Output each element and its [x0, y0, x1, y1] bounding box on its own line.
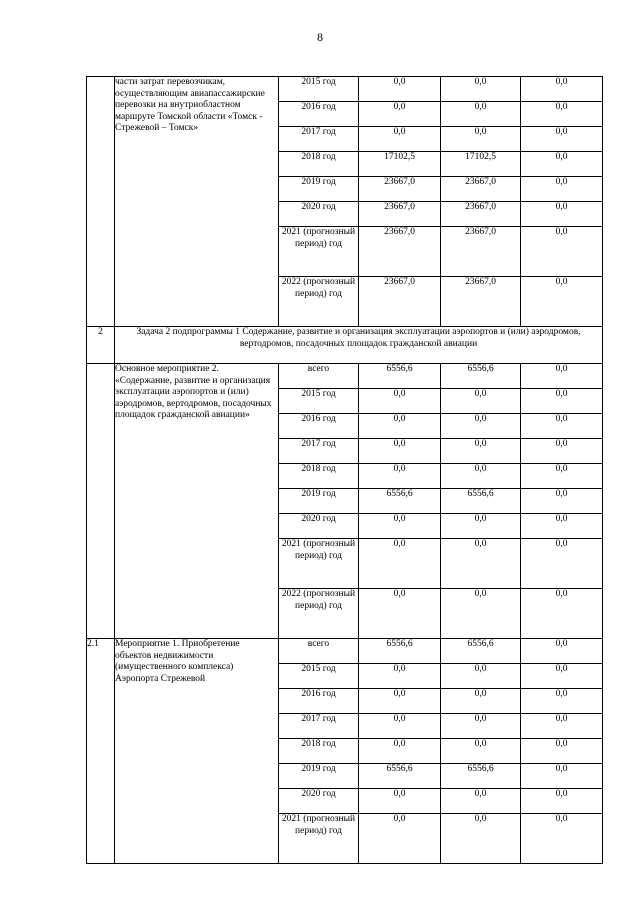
task-description: Задача 2 подпрограммы 1 Содержание, развитие и организация эксплуатации аэропортов и (или) аэродромов, вертодромов, посадочных площадок гражданской авиации: [115, 327, 603, 364]
period-cell: 2017 год: [279, 714, 359, 739]
period-cell: 2019 год: [279, 764, 359, 789]
period-cell: 2016 год: [279, 414, 359, 439]
value-regional-cell: 6556,6: [441, 364, 521, 389]
value-other-cell: 0,0: [521, 589, 603, 639]
value-other-cell: 0,0: [521, 814, 603, 864]
period-cell: 2019 год: [279, 489, 359, 514]
value-total-cell: 0,0: [359, 514, 441, 539]
value-regional-cell: 0,0: [441, 514, 521, 539]
value-other-cell: 0,0: [521, 689, 603, 714]
value-regional-cell: 23667,0: [441, 227, 521, 277]
value-other-cell: 0,0: [521, 639, 603, 664]
value-total-cell: 6556,6: [359, 489, 441, 514]
budget-table: [86, 76, 603, 864]
task-row: [87, 327, 603, 364]
value-regional-cell: 6556,6: [441, 764, 521, 789]
period-cell: 2018 год: [279, 739, 359, 764]
value-other-cell: 0,0: [521, 177, 603, 202]
value-other-cell: 0,0: [521, 277, 603, 327]
period-cell: 2015 год: [279, 389, 359, 414]
page-number: 8: [317, 30, 323, 44]
period-cell: 2017 год: [279, 127, 359, 152]
row-number-cell: 2.1: [87, 639, 115, 864]
table-row: [87, 639, 603, 664]
value-regional-cell: 0,0: [441, 464, 521, 489]
value-total-cell: 0,0: [359, 464, 441, 489]
period-cell: 2021 (прогнозный период) год: [279, 814, 359, 864]
value-regional-cell: 0,0: [441, 714, 521, 739]
value-regional-cell: 17102,5: [441, 152, 521, 177]
period-cell: 2020 год: [279, 202, 359, 227]
value-other-cell: 0,0: [521, 414, 603, 439]
value-regional-cell: 0,0: [441, 102, 521, 127]
value-total-cell: 0,0: [359, 102, 441, 127]
value-total-cell: 0,0: [359, 714, 441, 739]
value-other-cell: 0,0: [521, 789, 603, 814]
value-regional-cell: 0,0: [441, 689, 521, 714]
value-total-cell: 23667,0: [359, 177, 441, 202]
value-regional-cell: 0,0: [441, 414, 521, 439]
value-total-cell: 0,0: [359, 814, 441, 864]
value-total-cell: 23667,0: [359, 227, 441, 277]
table-row: [87, 77, 603, 102]
value-total-cell: 0,0: [359, 414, 441, 439]
task-number: 2: [87, 327, 115, 364]
value-total-cell: 0,0: [359, 664, 441, 689]
value-regional-cell: 0,0: [441, 127, 521, 152]
value-other-cell: 0,0: [521, 489, 603, 514]
value-other-cell: 0,0: [521, 664, 603, 689]
value-other-cell: 0,0: [521, 364, 603, 389]
activity-description: части затрат перевозчикам, осуществляющим авиапассажирские перевозки на внутриобластном маршруте Томской области «Томск - Стрежевой – Томск»: [115, 77, 279, 327]
value-regional-cell: 0,0: [441, 77, 521, 102]
value-regional-cell: 6556,6: [441, 489, 521, 514]
value-other-cell: 0,0: [521, 77, 603, 102]
value-total-cell: 0,0: [359, 589, 441, 639]
table-row: [87, 364, 603, 389]
period-cell: 2016 год: [279, 689, 359, 714]
value-total-cell: 6556,6: [359, 639, 441, 664]
value-total-cell: 0,0: [359, 77, 441, 102]
period-cell: 2018 год: [279, 152, 359, 177]
value-total-cell: 0,0: [359, 539, 441, 589]
period-cell: 2022 (прогнозный период) год: [279, 589, 359, 639]
value-other-cell: 0,0: [521, 202, 603, 227]
period-cell: 2015 год: [279, 77, 359, 102]
period-cell: 2019 год: [279, 177, 359, 202]
period-cell: всего: [279, 364, 359, 389]
value-regional-cell: 0,0: [441, 439, 521, 464]
value-regional-cell: 0,0: [441, 389, 521, 414]
period-cell: 2022 (прогнозный период) год: [279, 277, 359, 327]
value-other-cell: 0,0: [521, 464, 603, 489]
period-cell: 2017 год: [279, 439, 359, 464]
value-total-cell: 17102,5: [359, 152, 441, 177]
period-cell: 2020 год: [279, 789, 359, 814]
row-number-cell: [87, 364, 115, 639]
value-regional-cell: 0,0: [441, 789, 521, 814]
value-other-cell: 0,0: [521, 514, 603, 539]
period-cell: 2018 год: [279, 464, 359, 489]
value-total-cell: 6556,6: [359, 764, 441, 789]
value-other-cell: 0,0: [521, 389, 603, 414]
activity-description: Основное мероприятие 2. «Содержание, развитие и организация эксплуатации аэропортов и (или) аэродромов, вертодромов, посадочных площадок гражданской авиации»: [115, 364, 279, 639]
value-regional-cell: 23667,0: [441, 277, 521, 327]
value-other-cell: 0,0: [521, 439, 603, 464]
value-other-cell: 0,0: [521, 152, 603, 177]
value-total-cell: 0,0: [359, 789, 441, 814]
value-other-cell: 0,0: [521, 714, 603, 739]
value-total-cell: 0,0: [359, 689, 441, 714]
value-total-cell: 0,0: [359, 439, 441, 464]
value-regional-cell: 0,0: [441, 739, 521, 764]
value-regional-cell: 6556,6: [441, 639, 521, 664]
activity-description: Мероприятие 1. Приобретение объектов недвижимости (имущественного комплекса) Аэропорта Стрежевой: [115, 639, 279, 864]
value-other-cell: 0,0: [521, 127, 603, 152]
value-total-cell: 0,0: [359, 127, 441, 152]
row-number-cell: [87, 77, 115, 327]
value-total-cell: 23667,0: [359, 277, 441, 327]
value-other-cell: 0,0: [521, 227, 603, 277]
value-regional-cell: 0,0: [441, 589, 521, 639]
value-total-cell: 0,0: [359, 389, 441, 414]
value-other-cell: 0,0: [521, 539, 603, 589]
value-regional-cell: 23667,0: [441, 177, 521, 202]
value-regional-cell: 23667,0: [441, 202, 521, 227]
period-cell: всего: [279, 639, 359, 664]
value-other-cell: 0,0: [521, 764, 603, 789]
value-regional-cell: 0,0: [441, 664, 521, 689]
period-cell: 2021 (прогнозный период) год: [279, 539, 359, 589]
value-total-cell: 23667,0: [359, 202, 441, 227]
value-total-cell: 6556,6: [359, 364, 441, 389]
period-cell: 2016 год: [279, 102, 359, 127]
value-other-cell: 0,0: [521, 102, 603, 127]
value-regional-cell: 0,0: [441, 814, 521, 864]
value-regional-cell: 0,0: [441, 539, 521, 589]
value-total-cell: 0,0: [359, 739, 441, 764]
value-other-cell: 0,0: [521, 739, 603, 764]
period-cell: 2020 год: [279, 514, 359, 539]
period-cell: 2015 год: [279, 664, 359, 689]
period-cell: 2021 (прогнозный период) год: [279, 227, 359, 277]
